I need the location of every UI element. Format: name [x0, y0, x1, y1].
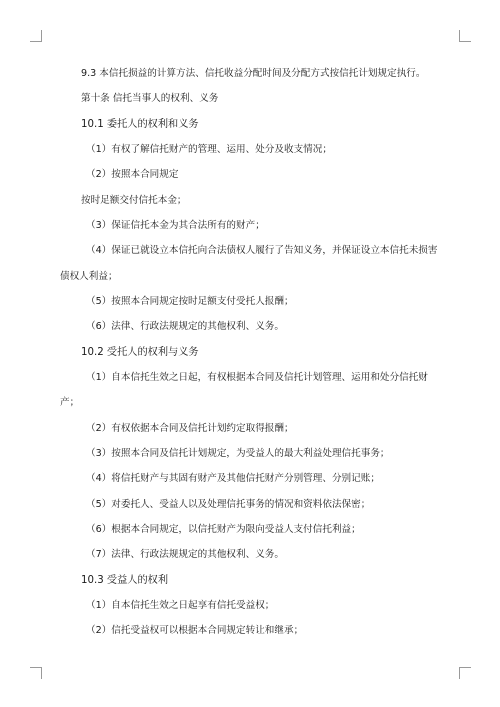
clause-9-3: 9.3 本信托损益的计算方法、信托收益分配时间及分配方式按信托计划规定执行。 — [81, 68, 426, 79]
list-item: （7）法律、行政法规规定的其他权利、义务。 — [86, 549, 284, 561]
list-item: （4）保证已就设立本信托向合法债权人履行了告知义务，并保证设立本信托未损害债权人利益； — [60, 245, 438, 282]
section-10-3-heading: 10.3 受益人的权利 — [81, 574, 169, 586]
list-item: （2）信托受益权可以根据本合同规定转让和继承； — [86, 625, 304, 637]
list-item: （5）按照本合同规定按时足额支付受托人报酬； — [86, 296, 294, 307]
list-item: （1）自本信托生效之日起，有权根据本合同及信托计划管理、运用和处分信托财产； — [60, 372, 428, 409]
list-item: （2）按照本合同规定 — [86, 169, 179, 181]
list-item: （2）有权依据本合同及信托计划约定取得报酬； — [86, 422, 294, 434]
list-item: （1）有权了解信托财产的管理、运用、处分及收支情况； — [86, 144, 332, 156]
list-item: （4）将信托财产与其固有财产及其他信托财产分别管理、分别记账； — [86, 473, 380, 485]
list-item: （6）法律、行政法规规定的其他权利、义务。 — [86, 321, 284, 333]
list-item-continuation: 按时足额交付信托本金； — [81, 194, 187, 206]
list-item: （3）按照本合同及信托计划规定，为受益人的最大利益处理信托事务； — [86, 447, 390, 459]
list-item: （6）根据本合同规定，以信托财产为限向受益人支付信托利益； — [86, 524, 361, 535]
section-10-2-heading: 10.2 受托人的权利与义务 — [81, 346, 199, 358]
crop-mark-bottom-left — [30, 667, 42, 679]
list-item: （3）保证信托本金为其合法所有的财产； — [86, 220, 265, 232]
crop-mark-top-left — [30, 30, 42, 42]
article-10-heading: 第十条 信托当事人的权利、义务 — [81, 93, 219, 105]
section-10-1-heading: 10.1 委托人的权利和义务 — [81, 118, 199, 130]
crop-mark-bottom-right — [459, 667, 471, 679]
crop-mark-top-right — [459, 30, 471, 42]
list-item: （1）自本信托生效之日起享有信托受益权； — [86, 600, 275, 612]
document-body — [60, 67, 444, 650]
list-item: （5）对委托人、受益人以及处理信托事务的情况和资料依法保密； — [86, 498, 371, 510]
